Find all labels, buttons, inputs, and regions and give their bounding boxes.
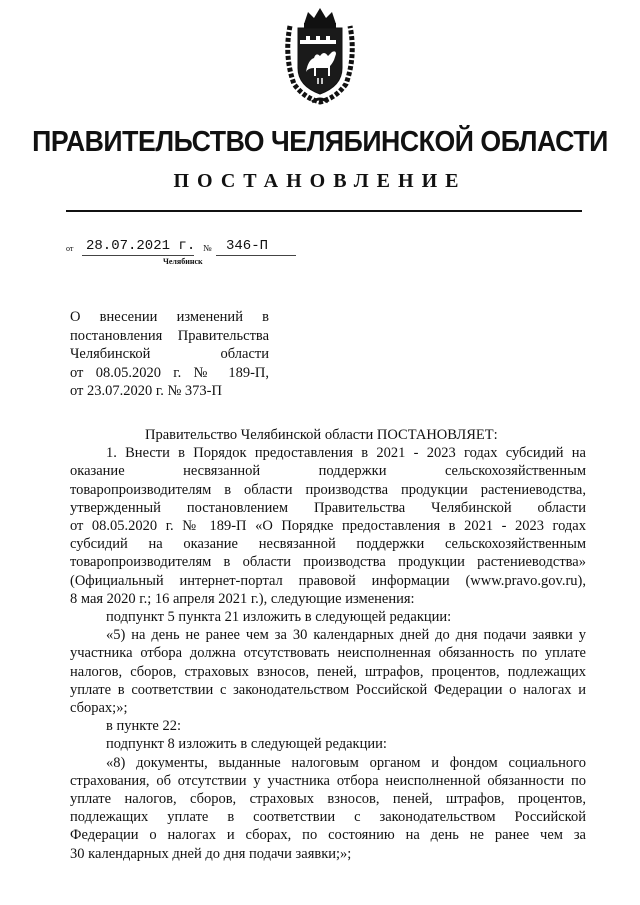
body-line: подпункт 8 изложить в следующей редакции: bbox=[106, 736, 387, 753]
body-line: уплате налогов, сборов, страховых взносов, пеней, штрафов, процентов, bbox=[70, 791, 586, 808]
subject-line: постановления Правительства bbox=[70, 327, 269, 344]
number-prefix: № bbox=[203, 243, 212, 253]
body-line: страхования, об отсутствии у участника отбора неисполненной обязанности по bbox=[70, 772, 586, 789]
body-line: подлежащих уплате в соответствии с законодательством Российской bbox=[70, 809, 586, 826]
body-line: оказание несвязанной поддержки сельскохозяйственным bbox=[70, 463, 586, 480]
coat-of-arms-emblem bbox=[282, 6, 358, 106]
body-line: от 08.05.2020 г. № 189-П «О Порядке предоставления в 2021 - 2023 годах bbox=[70, 518, 586, 535]
subject-line: О внесении изменений в bbox=[70, 309, 269, 325]
body-line: подпункт 5 пункта 21 изложить в следующей редакции: bbox=[106, 609, 452, 626]
decree-date: 28.07.2021 г. bbox=[86, 238, 196, 254]
body-line: 8 мая 2020 г.; 16 апреля 2021 г.), следующие изменения: bbox=[70, 590, 415, 607]
body-line: «5) на день не ранее чем за 30 календарных дней до дня подачи заявки у bbox=[106, 627, 586, 644]
subject-line: Челябинской области bbox=[70, 346, 269, 362]
body-line: 1. Внести в Порядок предоставления в 2021 - 2023 годах субсидий на bbox=[106, 445, 586, 462]
body-line: «8) документы, выданные налоговым органом и фондом социального bbox=[106, 754, 586, 771]
body-line: (Официальный интернет-портал правовой информации (www.pravo.gov.ru), bbox=[70, 572, 586, 589]
header-divider bbox=[66, 210, 582, 212]
subject-line: от 23.07.2020 г. № 373-П bbox=[70, 383, 222, 399]
body-line: участника отбора должна отсутствовать неисполненная обязанность по уплате bbox=[70, 645, 586, 662]
city-name: Челябинск bbox=[163, 257, 203, 266]
body-line: товаропроизводителям в области производства продукции растениеводства, bbox=[70, 481, 586, 498]
body-line: сборах;»; bbox=[70, 700, 128, 717]
body-line: налогов, сборов, страховых взносов, пеней, штрафов, процентов, подлежащих bbox=[70, 663, 586, 680]
document-type-title: ПОСТАНОВЛЕНИЕ bbox=[173, 170, 467, 192]
decree-body bbox=[70, 426, 586, 863]
date-underline bbox=[82, 255, 194, 256]
body-line: в пункте 22: bbox=[106, 718, 182, 735]
body-line: Федерации о налогах и сборах, по состоянию на день не ранее чем за bbox=[70, 827, 586, 844]
body-line: субсидий на оказание несвязанной поддержки сельскохозяйственным bbox=[70, 536, 586, 553]
date-prefix: от bbox=[66, 244, 74, 253]
body-line: товаропроизводителям в области производства продукции растениеводства» bbox=[70, 554, 586, 571]
body-line: Правительство Челябинской области ПОСТАНОВЛЯЕТ: bbox=[145, 427, 498, 443]
decree-subject bbox=[70, 308, 269, 401]
government-title: ПРАВИТЕЛЬСТВО ЧЕЛЯБИНСКОЙ ОБЛАСТИ bbox=[32, 126, 608, 158]
body-line: 30 календарных дней до дня подачи заявки;»; bbox=[70, 845, 352, 862]
body-line: уплате в соответствии с законодательством Российской Федерации о налогах и bbox=[70, 681, 586, 698]
body-line: утвержденный постановлением Правительства Челябинской области bbox=[70, 499, 586, 516]
subject-line: от 08.05.2020 г. № 189-П, bbox=[70, 364, 269, 381]
decree-number: 346-П bbox=[226, 238, 269, 254]
number-underline bbox=[216, 255, 296, 256]
